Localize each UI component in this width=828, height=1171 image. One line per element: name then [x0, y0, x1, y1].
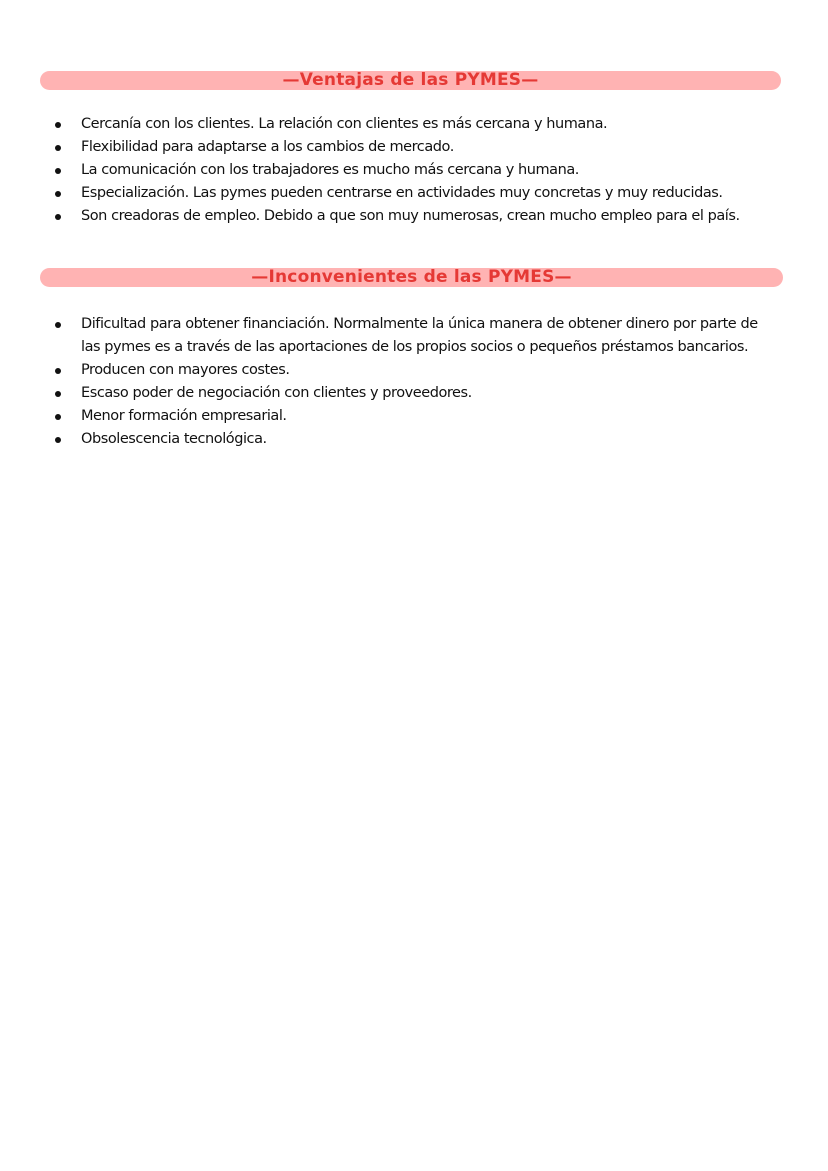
bullet-icon — [55, 414, 61, 420]
list-item — [0, 159, 771, 182]
list-item-text: Dificultad para obtener financiación. Normalmente la única manera de obtener dinero por parte de las pymes es a través de las aportaciones de los propios socios o pequeños préstamos bancarios. — [81, 316, 758, 355]
bullet-icon — [55, 168, 61, 174]
list-item — [0, 382, 771, 405]
bullet-icon — [55, 368, 61, 374]
list-item-text: Flexibilidad para adaptarse a los cambios de mercado. — [81, 139, 454, 155]
ventajas-heading: —Ventajas de las PYMES— — [282, 70, 539, 90]
list-item-text: Son creadoras de empleo. Debido a que son muy numerosas, crean mucho empleo para el país. — [81, 208, 740, 224]
bullet-icon — [55, 391, 61, 397]
list-item — [0, 359, 771, 382]
list-item-text: Obsolescencia tecnológica. — [81, 431, 267, 447]
bullet-icon — [55, 214, 61, 220]
list-item — [0, 405, 771, 428]
list-item-text: La comunicación con los trabajadores es mucho más cercana y humana. — [81, 162, 579, 178]
inconvenientes-heading-banner — [40, 268, 783, 287]
ventajas-list — [0, 113, 771, 228]
list-item-text: Especialización. Las pymes pueden centrarse en actividades muy concretas y muy reducidas. — [81, 185, 723, 201]
bullet-icon — [55, 145, 61, 151]
list-item — [0, 136, 771, 159]
list-item — [0, 313, 771, 359]
list-item — [0, 205, 771, 228]
list-item — [0, 182, 771, 205]
bullet-icon — [55, 322, 61, 328]
inconvenientes-list — [0, 313, 771, 451]
list-item-text: Cercanía con los clientes. La relación con clientes es más cercana y humana. — [81, 116, 608, 132]
bullet-icon — [55, 122, 61, 128]
bullet-icon — [55, 191, 61, 197]
list-item-text: Producen con mayores costes. — [81, 362, 290, 378]
inconvenientes-heading: —Inconvenientes de las PYMES— — [251, 267, 572, 287]
bullet-icon — [55, 437, 61, 443]
list-item-text: Menor formación empresarial. — [81, 408, 287, 424]
ventajas-heading-banner — [40, 71, 781, 90]
list-item — [0, 428, 771, 451]
list-item — [0, 113, 771, 136]
list-item-text: Escaso poder de negociación con clientes y proveedores. — [81, 385, 472, 401]
